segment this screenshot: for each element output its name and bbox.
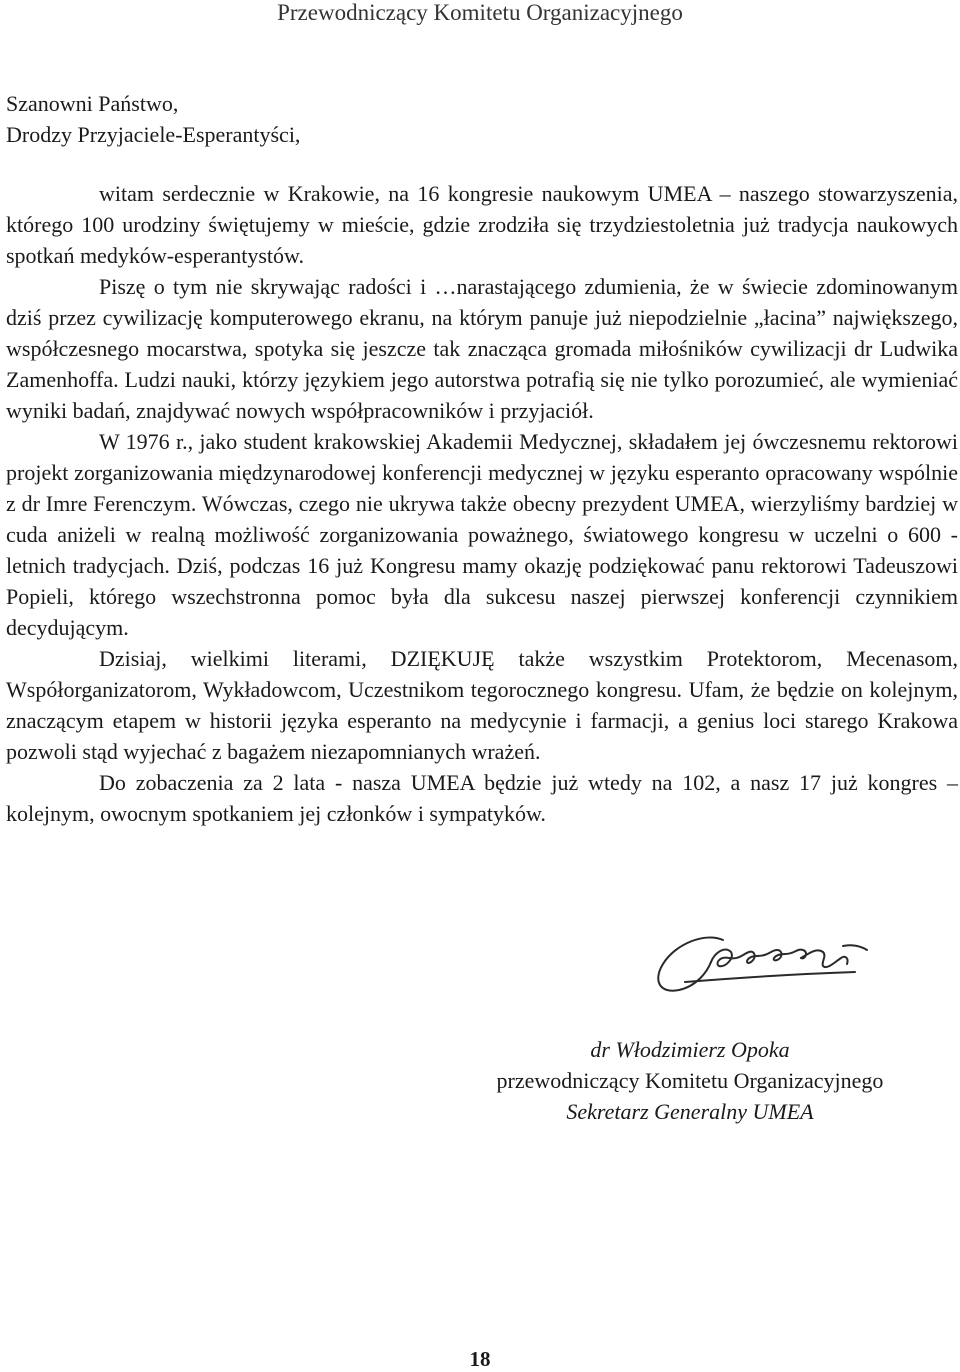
letter-body	[6, 178, 958, 829]
paragraph-4: Dzisiaj, wielkimi literami, DZIĘKUJĘ także wszystkim Protektorom, Mecenasom, Współorganizatorom, Wykładowcom, Uczestnikom tegorocznego kongresu. Ufam, że będzie on kolejnym, znaczącym etapem w historii języka esperanto na medycynie i farmacji, a genius loci starego Krakowa pozwoli stąd wyjechać z bagażem niezapomnianych wrażeń.	[6, 646, 958, 764]
signatory-role: przewodniczący Komitetu Organizacyjnego	[496, 1068, 884, 1093]
paragraph-5: Do zobaczenia za 2 lata - nasza UMEA będzie już wtedy na 102, a nasz 17 już kongres – kolejnym, owocnym spotkaniem jej członków i sympatyków.	[6, 770, 958, 826]
salutation-line-2: Drodzy Przyjaciele-Esperantyści,	[6, 122, 301, 147]
paragraph-3: W 1976 r., jako student krakowskiej Akademii Medycznej, składałem jej ówczesnemu rektorowi projekt zorganizowania międzynarodowej konferencji medycznej w języku esperanto opracowany wspólnie z dr Imre Ferenczym. Wówczas, czego nie ukrywa także obecny prezydent UMEA, wierzyliśmy bardziej w cuda aniżeli w realną możliwość zorganizowania poważnego, światowego kongresu w uczelni o 600 - letnich tradycjach. Dziś, podczas 16 już Kongresu mamy okazję podziękować panu rektorowi Tadeuszowi Popieli, którego wszechstronna pomoc była dla sukcesu naszej pierwszej konferencji czynnikiem decydującym.	[6, 429, 958, 640]
paragraph-1: witam serdecznie w Krakowie, na 16 kongresie naukowym UMEA – naszego stowarzyszenia, którego 100 urodziny świętujemy w mieście, gdzie zrodziła się trzydziestoletnia już tradycja naukowych spotkań medyków-esperantystów.	[6, 181, 958, 268]
salutation	[6, 88, 300, 150]
page-number: 18	[469, 1347, 491, 1371]
signatory-title: Sekretarz Generalny UMEA	[566, 1099, 814, 1124]
handwritten-signature	[645, 922, 885, 1002]
signatory-name: dr Włodzimierz Opoka	[590, 1037, 790, 1062]
paragraph-2: Piszę o tym nie skrywając radości i …narastającego zdumienia, że w świecie zdominowanym dziś przez cywilizację komputerowego ekranu, na którym panuje już niepodzielnie „łacina” największego, współczesnego mocarstwa, spotyka się jeszcze tak znacząca gromada miłośników cywilizacji dr Ludwika Zamenhoffa. Ludzi nauki, którzy językiem jego autorstwa potrafią się nie tylko porozumieć, ale wymieniać wyniki badań, znajdywać nowych współpracowników i przyjaciół.	[6, 274, 958, 423]
salutation-line-1: Szanowni Państwo,	[6, 91, 179, 116]
running-header: Przewodniczący Komitetu Organizacyjnego	[277, 0, 683, 25]
signature-block	[440, 1034, 940, 1127]
